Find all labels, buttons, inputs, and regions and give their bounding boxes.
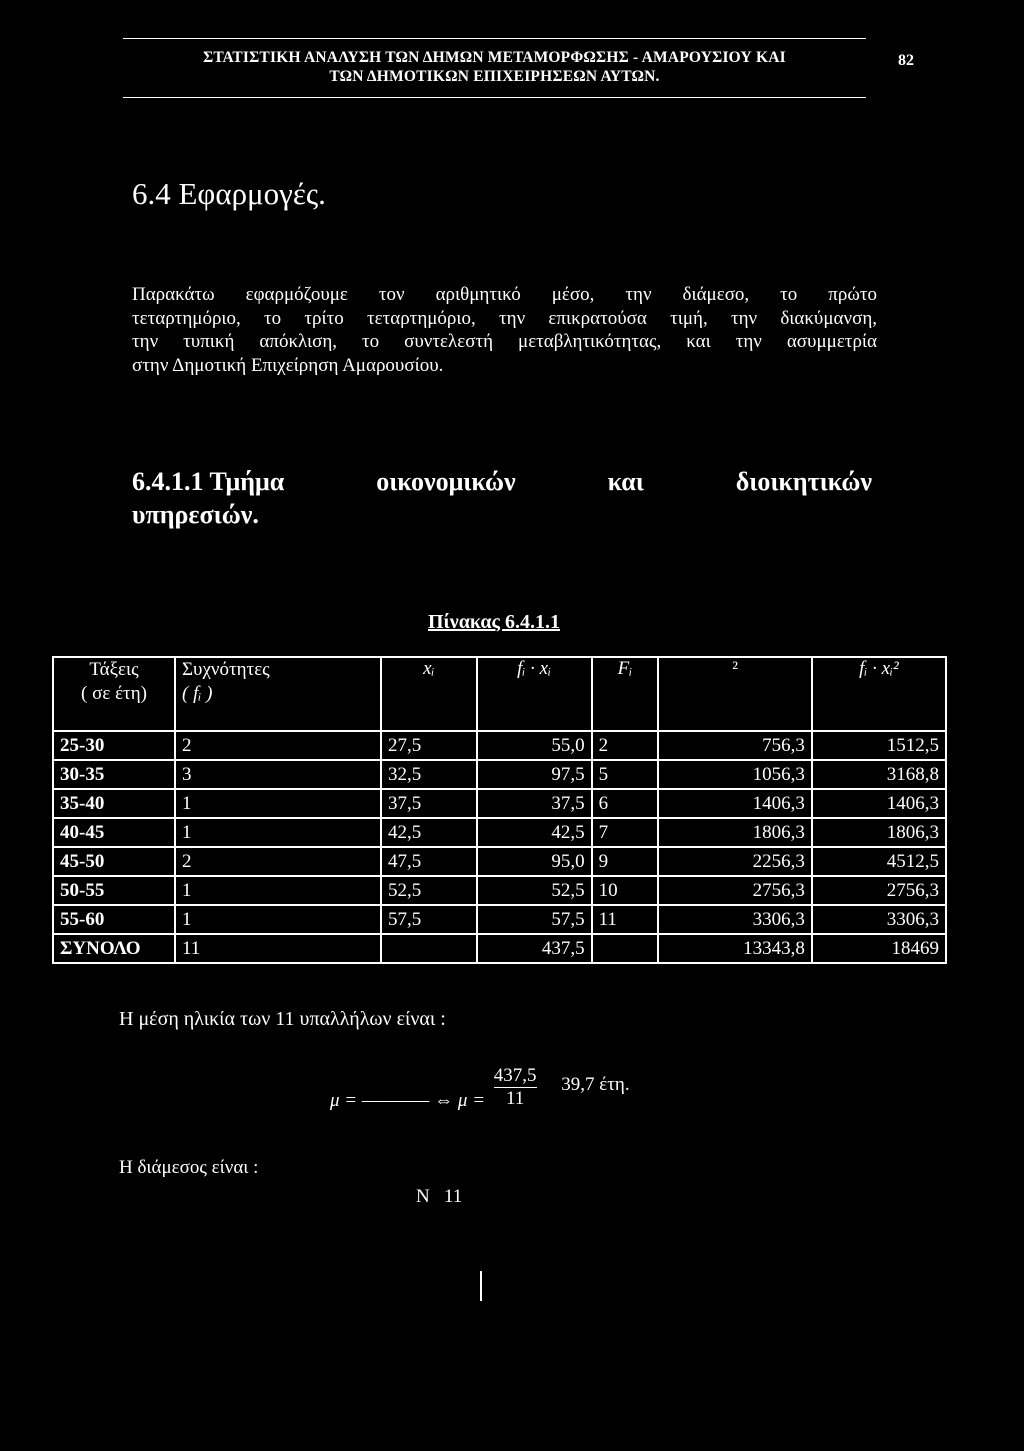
- table-cell: 25-30: [53, 731, 175, 760]
- table-cell: 10: [592, 876, 659, 905]
- table-cell: 42,5: [381, 818, 477, 847]
- mean-formula: [330, 1065, 630, 1110]
- table-cell: 1806,3: [658, 818, 811, 847]
- table-cell: 2: [175, 847, 381, 876]
- table-cell: 5: [592, 760, 659, 789]
- table-cell: 1406,3: [812, 789, 946, 818]
- table-cell: 30-35: [53, 760, 175, 789]
- table-cell: 40-45: [53, 818, 175, 847]
- subsection-word: οικονομικών: [376, 467, 516, 496]
- subsection-word: και: [607, 467, 644, 496]
- table-row: [53, 876, 946, 905]
- table-cell: 3: [175, 760, 381, 789]
- header-squared: ²: [658, 657, 811, 731]
- table-cell: 2756,3: [658, 876, 811, 905]
- table-row: [53, 731, 946, 760]
- table-cell: 32,5: [381, 760, 477, 789]
- table-cell: 4512,5: [812, 847, 946, 876]
- table-cell: 1: [175, 905, 381, 934]
- table-cell: 52,5: [477, 876, 592, 905]
- table-row: [53, 789, 946, 818]
- table-row: [53, 934, 946, 963]
- table-row: [53, 905, 946, 934]
- table-cell: 1512,5: [812, 731, 946, 760]
- table-cell: 2: [592, 731, 659, 760]
- table-cell: 50-55: [53, 876, 175, 905]
- header-fi-xi: fᵢ · xᵢ: [477, 657, 592, 731]
- table-cell: 3306,3: [812, 905, 946, 934]
- table-cell: 1: [175, 818, 381, 847]
- table-cell: 3168,8: [812, 760, 946, 789]
- table-cell: 42,5: [477, 818, 592, 847]
- table-cell: 45-50: [53, 847, 175, 876]
- page-number: 82: [898, 52, 914, 69]
- table-cell: 1056,3: [658, 760, 811, 789]
- table-row: [53, 760, 946, 789]
- header-bottom-rule: [123, 97, 866, 98]
- intro-line: την τυπική απόκλιση, το συντελεστή μεταβλητικότητας, και την ασυμμετρία: [132, 331, 877, 353]
- table-cell: 1: [175, 876, 381, 905]
- table-cell: 95,0: [477, 847, 592, 876]
- intro-line: τεταρτημόριο, το τρίτο τεταρτημόριο, την επικρατούσα τιμή, την διακύμανση,: [132, 307, 877, 329]
- subsection-word: Τμήμα: [209, 467, 285, 496]
- header-top-rule: [123, 38, 866, 39]
- n-value: N 11: [416, 1186, 463, 1207]
- table-cell: 18469: [812, 934, 946, 963]
- intro-paragraph: [132, 283, 877, 378]
- table-cell: 57,5: [381, 905, 477, 934]
- table-cell: 3306,3: [658, 905, 811, 934]
- table-cell: 11: [592, 905, 659, 934]
- header-line-1: ΣΤΑΤΙΣΤΙΚΗ ΑΝΑΛΥΣΗ ΤΩΝ ΔΗΜΩΝ ΜΕΤΑΜΟΡΦΩΣΗΣ - ΑΜΑΡΟΥΣΙΟΥ ΚΑΙ: [203, 49, 786, 66]
- table-cell: 6: [592, 789, 659, 818]
- document-header: [123, 48, 866, 86]
- table-cell: 57,5: [477, 905, 592, 934]
- table-cell: [592, 934, 659, 963]
- header-classes: Τάξεις ( σε έτη): [53, 657, 175, 731]
- table-cell: [381, 934, 477, 963]
- table-cell: 13343,8: [658, 934, 811, 963]
- table-cell: 437,5: [477, 934, 592, 963]
- table-cell: 37,5: [381, 789, 477, 818]
- intro-line: στην Δημοτική Επιχείρηση Αμαρουσίου.: [132, 355, 444, 377]
- table-cell: 1806,3: [812, 818, 946, 847]
- table-cell: 756,3: [658, 731, 811, 760]
- intro-line: Παρακάτω εφαρμόζουμε τον αριθμητικό μέσο, την διάμεσο, το πρώτο: [132, 284, 877, 305]
- table-cell: 11: [175, 934, 381, 963]
- header-xi: xᵢ: [381, 657, 477, 731]
- table-cell: 52,5: [381, 876, 477, 905]
- table-cell: 1406,3: [658, 789, 811, 818]
- table-cell: 2: [175, 731, 381, 760]
- table-cell: 37,5: [477, 789, 592, 818]
- table-row: [53, 818, 946, 847]
- median-sentence: Η διάμεσος είναι :: [119, 1157, 259, 1178]
- section-title: 6.4 Εφαρμογές.: [132, 176, 326, 211]
- table-cell: 47,5: [381, 847, 477, 876]
- formula-denominator: 11: [506, 1088, 525, 1109]
- header-line-2: ΤΩΝ ΔΗΜΟΤΙΚΩΝ ΕΠΙΧΕΙΡΗΣΕΩΝ ΑΥΤΩΝ.: [329, 68, 660, 85]
- table-cell: 55-60: [53, 905, 175, 934]
- subsection-word: διοικητικών: [735, 467, 872, 496]
- table-cell: 2756,3: [812, 876, 946, 905]
- table-cell: 1: [175, 789, 381, 818]
- subsection-title: [132, 465, 872, 531]
- table-row: [53, 847, 946, 876]
- text-cursor: [480, 1271, 482, 1301]
- frequency-table: [52, 656, 947, 964]
- subsection-title-line-2: υπηρεσιών.: [132, 500, 259, 529]
- formula-fraction: [494, 1065, 537, 1110]
- header-frequencies: Συχνότητες ( fᵢ ): [175, 657, 381, 731]
- header-fi-xi-squared: fᵢ · xᵢ²: [812, 657, 946, 731]
- table-caption: Πίνακας 6.4.1.1: [428, 611, 560, 633]
- table-cell: 27,5: [381, 731, 477, 760]
- table-cell: ΣΥΝΟΛΟ: [53, 934, 175, 963]
- table-cell: 97,5: [477, 760, 592, 789]
- table-cell: 7: [592, 818, 659, 847]
- subsection-number: 6.4.1.1: [132, 467, 204, 496]
- table-cell: 35-40: [53, 789, 175, 818]
- table-header-row: [53, 657, 946, 731]
- mean-sentence: Η μέση ηλικία των 11 υπαλλήλων είναι :: [119, 1008, 446, 1030]
- table-cell: 55,0: [477, 731, 592, 760]
- formula-lhs: μ = ———— ⇔ μ =: [330, 1089, 486, 1111]
- header-Fi: Fᵢ: [592, 657, 659, 731]
- table-cell: 2256,3: [658, 847, 811, 876]
- formula-result: 39,7 έτη.: [561, 1073, 630, 1095]
- formula-numerator: 437,5: [493, 1065, 537, 1086]
- table-cell: 9: [592, 847, 659, 876]
